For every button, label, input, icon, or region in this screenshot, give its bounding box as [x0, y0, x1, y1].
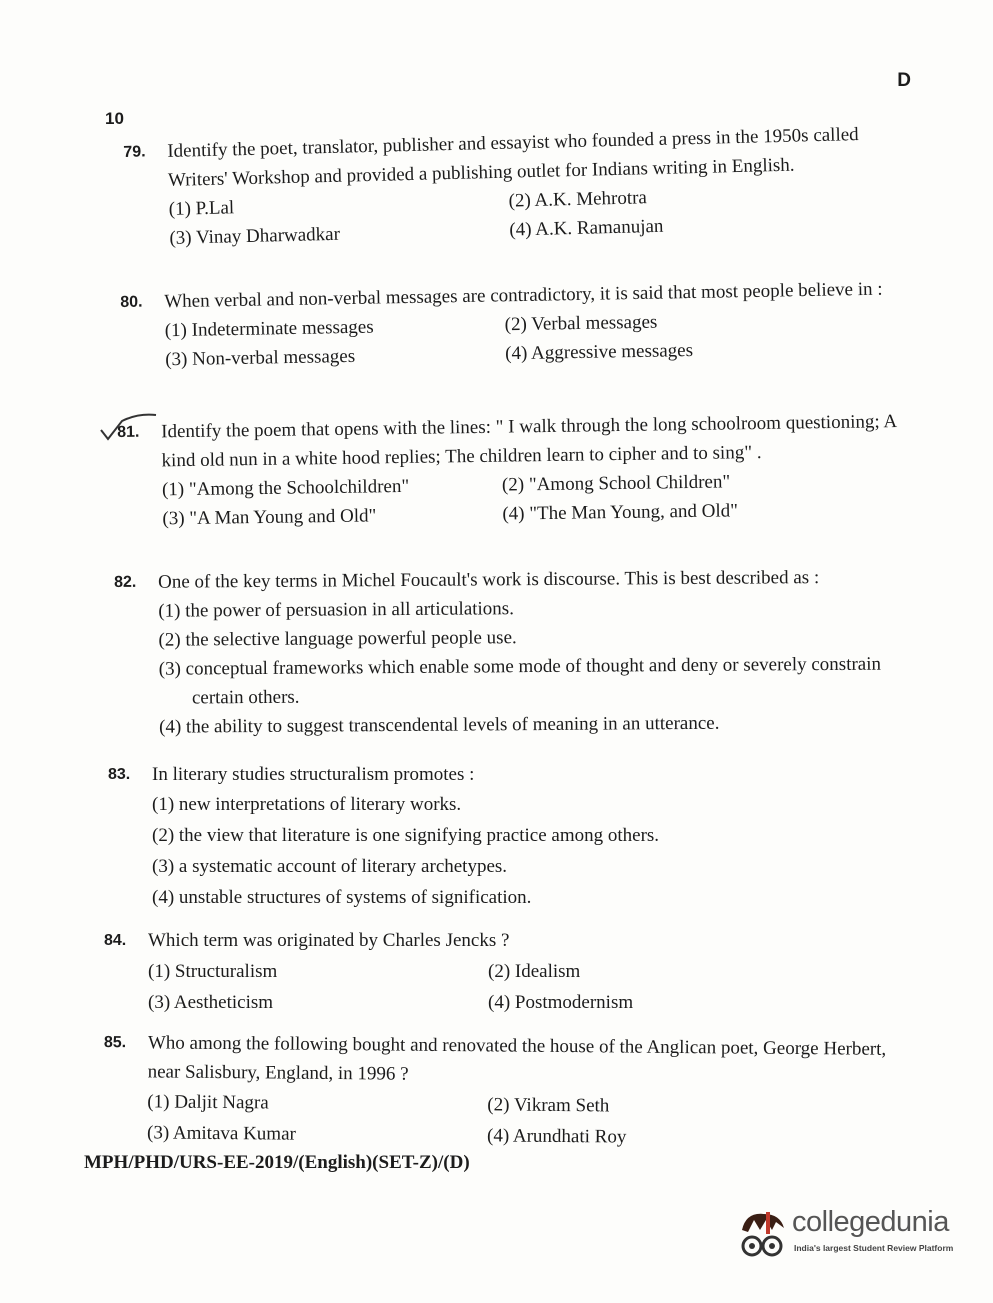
question-85: [103, 1028, 904, 1155]
question-81: [117, 407, 909, 534]
question-text: Which term was originated by Charles Jencks ?: [148, 930, 510, 951]
question-83: [108, 760, 898, 913]
option-4: (4) Postmodernism: [488, 992, 634, 1013]
collegedunia-logo: [736, 1206, 966, 1268]
option-4: (4) unstable structures of systems of signification.: [152, 887, 532, 908]
option-3: (3) Amitava Kumar: [146, 1122, 296, 1145]
options: [147, 1086, 904, 1155]
question-80: [120, 274, 906, 375]
option-3: (3) a systematic account of literary archetypes.: [152, 856, 508, 877]
option-2: (2) the selective language powerful people use.: [158, 627, 517, 651]
option-4: (4) Aggressive messages: [505, 340, 694, 365]
brand-name: collegedunia: [792, 1206, 949, 1238]
question-82: [114, 562, 905, 742]
options: [152, 789, 898, 913]
options: [158, 591, 905, 741]
options: [162, 465, 909, 533]
option-3: (3) "A Man Young and Old": [162, 505, 377, 530]
question-number: 79.: [123, 143, 146, 161]
option-1: (1) the power of persuasion in all articulations.: [158, 598, 514, 622]
question-text: In literary studies structuralism promotes :: [152, 764, 475, 785]
option-3: (3) Vinay Dharwadkar: [169, 223, 341, 249]
question-84: [104, 925, 894, 1018]
option-4: (4) Arundhati Roy: [486, 1125, 627, 1148]
question-number: 80.: [120, 293, 143, 311]
option-1: (1) Daljit Nagra: [147, 1091, 269, 1114]
question-text: Identify the poet, translator, publisher and essayist who founded a press in the 1950s called Writers' Workshop and provided a publishing outlet for Indians writing in English.: [167, 124, 859, 191]
options: [164, 303, 906, 374]
option-3: (3) Non-verbal messages: [165, 345, 356, 371]
question-number: 83.: [108, 766, 131, 783]
option-1: (1) Indeterminate messages: [164, 316, 374, 342]
question-number: 84.: [104, 932, 127, 949]
set-letter: D: [897, 70, 911, 91]
question-number: 81.: [117, 423, 140, 441]
question-text: Who among the following bought and renovated the house of the Anglican poet, George Herbert, near Salisbury, England, in 1996 ?: [147, 1032, 887, 1085]
option-2: (2) Idealism: [488, 961, 581, 982]
question-text: Identify the poem that opens with the lines: " I walk through the long schoolroom questioning; A kind old nun in a white hood replies; The children learn to cipher and to sing" .: [161, 411, 897, 472]
option-1: (1) Structuralism: [148, 961, 278, 982]
question-text: When verbal and non-verbal messages are contradictory, it is said that most people believe in :: [164, 278, 883, 313]
option-3: (3) conceptual frameworks which enable some mode of thought and deny or severely constrain certain others.: [158, 653, 882, 709]
option-2: (2) Verbal messages: [504, 311, 658, 336]
paper-code: MPH/PHD/URS-EE-2019/(English)(SET-Z)/(D): [84, 1152, 470, 1173]
option-3: (3) Aestheticism: [148, 992, 274, 1013]
option-1: (1) P.Lal: [168, 197, 235, 220]
question-text: One of the key terms in Michel Foucault's work is discourse. This is best described as :: [158, 567, 820, 593]
question-79: [123, 119, 916, 254]
question-number: 85.: [103, 1033, 127, 1052]
option-1: (1) new interpretations of literary works.: [152, 794, 462, 815]
option-4: (4) "The Man Young, and Old": [502, 500, 739, 525]
option-4: (4) A.K. Ramanujan: [509, 215, 664, 241]
option-2: (2) "Among School Children": [501, 471, 731, 496]
option-4: (4) the ability to suggest transcendental levels of meaning in an utterance.: [159, 712, 720, 738]
option-2: (2) A.K. Mehrotra: [508, 187, 648, 212]
options: [148, 956, 894, 1018]
option-2: (2) the view that literature is one signifying practice among others.: [152, 825, 660, 846]
question-number: 82.: [114, 573, 137, 591]
page-number: 10: [105, 109, 124, 128]
option-2: (2) Vikram Seth: [487, 1094, 610, 1117]
mascot-icon: [736, 1208, 790, 1266]
option-1: (1) "Among the Schoolchildren": [161, 475, 410, 501]
brand-tagline: India's largest Student Review Platform: [794, 1243, 954, 1253]
